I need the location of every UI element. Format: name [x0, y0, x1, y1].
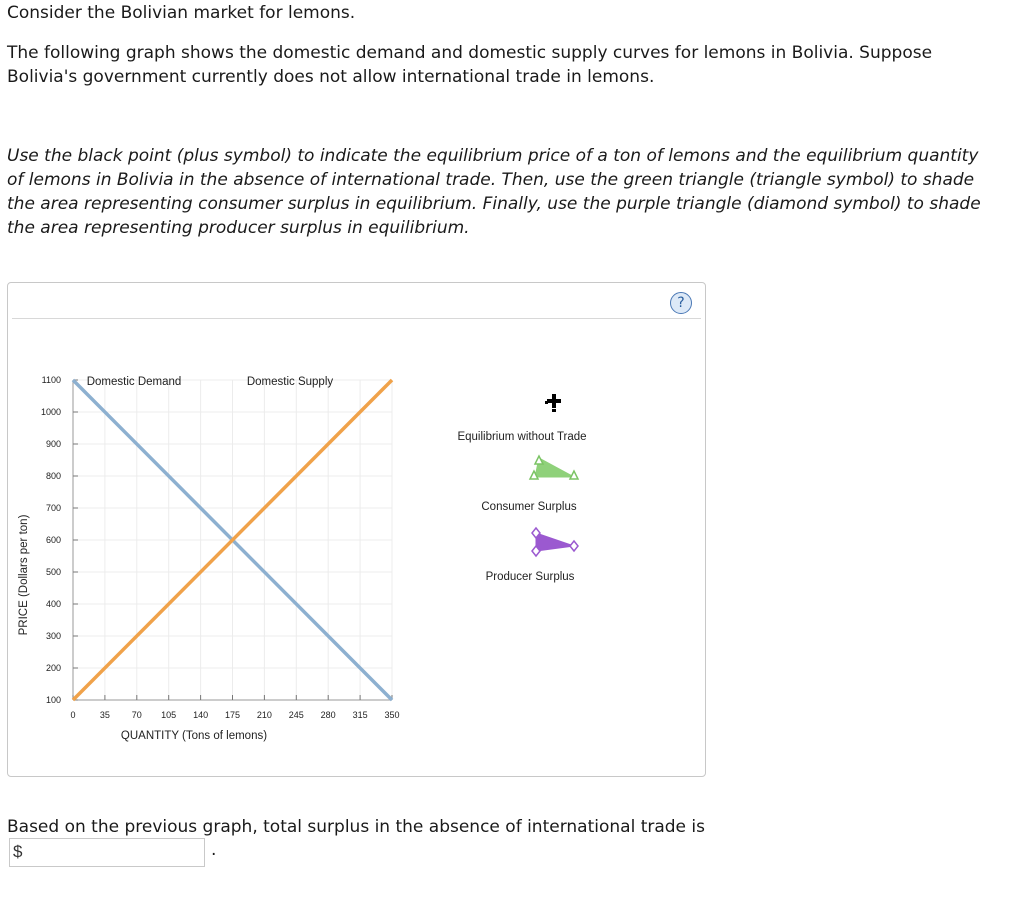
question-followup: Based on the previous graph, total surplus in the absence of international trade is: [7, 817, 705, 837]
demand-curve-label: Domestic Demand: [86, 376, 182, 388]
y-tick-label: 700: [45, 503, 61, 513]
x-tick-label: 140: [193, 710, 209, 720]
x-tick-label: 350: [384, 710, 400, 720]
y-tick-label: 300: [45, 631, 61, 641]
graph-panel: [7, 282, 706, 777]
y-tick-label: 100: [45, 695, 61, 705]
question-setup: The following graph shows the domestic demand and domestic supply curves for lemons in Bolivia. Suppose Bolivia's government currently does not allow international trade in lemons.: [7, 43, 933, 87]
green-triangle-icon[interactable]: [530, 456, 578, 479]
y-tick-label: 1000: [40, 407, 61, 417]
total-surplus-input[interactable]: [28, 841, 202, 865]
tool-label-producer-surplus: Producer Surplus: [485, 571, 575, 583]
x-axis-title: QUANTITY (Tons of lemons): [120, 730, 268, 742]
y-tick-label: 400: [45, 599, 61, 609]
question-intro: Consider the Bolivian market for lemons.: [7, 3, 356, 23]
y-tick-label: 1100: [41, 375, 61, 385]
purple-diamond-triangle-icon[interactable]: [532, 528, 578, 556]
y-tick-label: 200: [45, 663, 61, 673]
consumer-surplus-tool[interactable]: [481, 456, 578, 513]
equilibrium-tool[interactable]: [457, 394, 586, 443]
total-surplus-answer-box[interactable]: [9, 838, 205, 867]
x-tick-label: 35: [99, 710, 110, 720]
x-tick-label: 70: [131, 710, 142, 720]
y-axis-title: PRICE (Dollars per ton): [18, 514, 30, 636]
y-tick-label: 800: [45, 471, 61, 481]
question-instructions: Use the black point (plus symbol) to indicate the equilibrium price of a ton of lemons and the equilibrium quantity of lemons in Bolivia in the absence of international trade. Then, use the green triangle (triangle symbol) to shade the area representing consumer surplus in equilibrium. Finally, use the purple triangle (diamond symbol) to shade the area representing producer surplus in equilibrium.: [7, 146, 981, 238]
tool-label-equilibrium: Equilibrium without Trade: [457, 431, 587, 443]
x-tick-label: 0: [70, 710, 76, 720]
x-tick-label: 245: [288, 710, 304, 720]
tool-palette: [457, 394, 586, 583]
x-tick-label: 175: [224, 710, 241, 720]
y-tick-label: 900: [45, 439, 61, 449]
producer-surplus-tool[interactable]: [486, 528, 578, 583]
y-tick-label: 600: [45, 535, 61, 545]
dollar-sign: $: [13, 842, 23, 861]
supply-demand-chart[interactable]: [8, 283, 705, 776]
supply-curve-label: Domestic Supply: [246, 376, 334, 388]
tool-label-consumer-surplus: Consumer Surplus: [481, 501, 577, 513]
help-button[interactable]: ?: [670, 292, 692, 314]
x-tick-label: 280: [320, 710, 336, 720]
y-tick-label: 500: [45, 567, 61, 577]
x-tick-label: 105: [161, 710, 177, 720]
plus-point-icon[interactable]: [545, 394, 561, 412]
x-tick-label: 315: [352, 710, 368, 720]
x-tick-label: 210: [256, 710, 272, 720]
sentence-period: .: [211, 840, 217, 860]
